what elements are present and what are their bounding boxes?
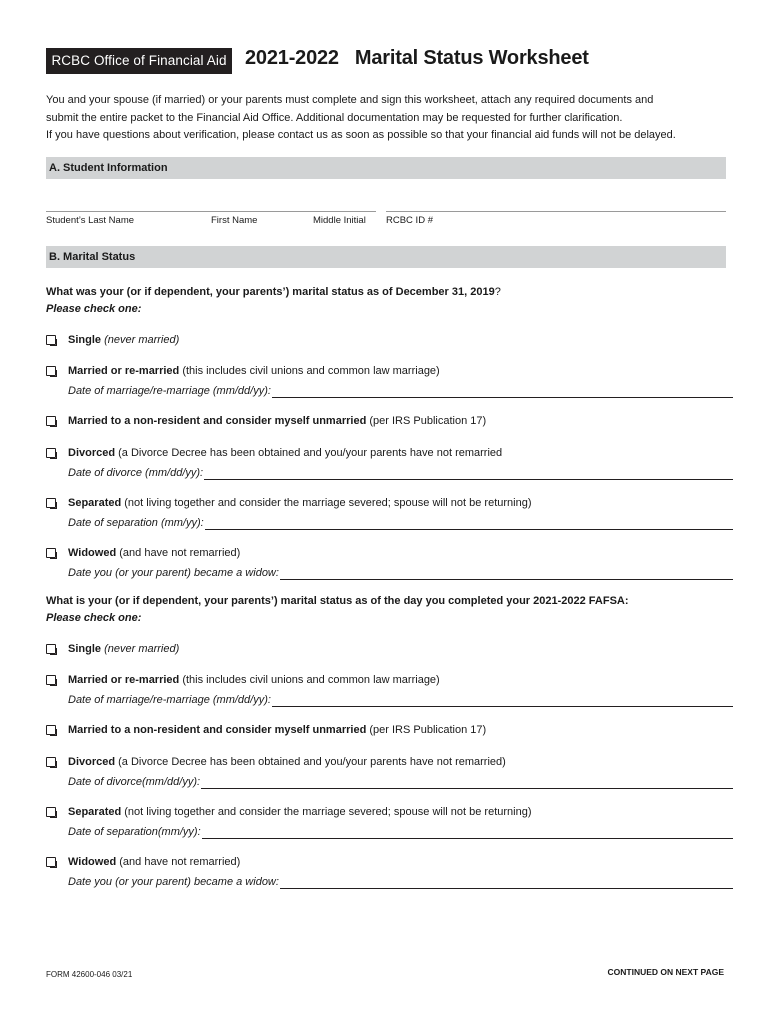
checkbox[interactable] <box>46 644 56 654</box>
checkbox[interactable] <box>46 725 56 735</box>
date-input-line[interactable] <box>205 518 733 530</box>
student-name-field[interactable] <box>46 211 376 212</box>
option-label: Married or re-married <box>68 365 180 377</box>
date-field-row <box>68 384 733 398</box>
option-text <box>68 805 532 819</box>
checkbox[interactable] <box>46 548 56 558</box>
option-detail: (and have not remarried) <box>119 856 241 868</box>
option-detail: (per IRS Publication 17) <box>369 415 487 427</box>
option-text <box>68 546 240 560</box>
date-field-row <box>68 875 733 889</box>
option-text <box>68 414 486 428</box>
checkbox[interactable] <box>46 757 56 767</box>
option-detail: (a Divorce Decree has been obtained and you/your parents have not remarried <box>118 447 503 459</box>
option-detail: (a Divorce Decree has been obtained and you/your parents have not remarried) <box>118 756 506 768</box>
option-detail: (never married) <box>104 334 180 346</box>
option-label: Separated <box>68 497 122 509</box>
question-end: ? <box>494 286 501 298</box>
option-text <box>68 364 440 378</box>
option-detail: (never married) <box>104 643 180 655</box>
date-field-row <box>68 775 733 789</box>
option-label: Widowed <box>68 547 117 559</box>
option-text <box>68 333 179 347</box>
option-detail: (this includes civil unions and common law marriage) <box>182 365 440 377</box>
question-text: What is your (or if dependent, your parents’) marital status as of the <box>46 595 404 607</box>
date-field-label: Date of divorce(mm/dd/yy): <box>68 776 201 788</box>
option-label: Single <box>68 334 102 346</box>
question-date: day you completed your 2021-2022 FAFSA <box>403 595 625 607</box>
option-detail: (per IRS Publication 17) <box>369 724 487 736</box>
intro-text <box>46 92 736 145</box>
option-label: Separated <box>68 806 122 818</box>
checkbox[interactable] <box>46 366 56 376</box>
date-input-line[interactable] <box>280 568 733 580</box>
option-label: Married to a non-resident and consider myself unmarried <box>68 415 367 427</box>
checkbox[interactable] <box>46 416 56 426</box>
date-field-row <box>68 825 733 839</box>
checkbox[interactable] <box>46 448 56 458</box>
date-input-line[interactable] <box>201 777 733 789</box>
rcbc-id-field[interactable] <box>386 211 726 212</box>
option-text <box>68 496 532 510</box>
option-text <box>68 855 240 869</box>
middle-initial-label: Middle Initial <box>313 215 366 226</box>
option-label: Divorced <box>68 756 116 768</box>
question-fafsa-day <box>46 593 629 627</box>
option-text <box>68 673 440 687</box>
option-label: Married or re-married <box>68 674 180 686</box>
option-text <box>68 755 506 769</box>
date-input-line[interactable] <box>204 468 733 480</box>
question-instruction: Please check one: <box>46 303 142 315</box>
question-dec-31 <box>46 284 501 318</box>
section-b-header: B. Marital Status <box>46 246 726 268</box>
date-field-row <box>68 466 733 480</box>
option-label: Divorced <box>68 447 116 459</box>
option-label: Married to a non-resident and consider myself unmarried <box>68 724 367 736</box>
option-detail: (this includes civil unions and common law marriage) <box>182 674 440 686</box>
section-a-header: A. Student Information <box>46 157 726 179</box>
option-label: Single <box>68 643 102 655</box>
date-field-label: Date of separation (mm/yy): <box>68 517 204 529</box>
date-field-label: Date of marriage/re-marriage (mm/dd/yy): <box>68 385 271 397</box>
option-detail: (and have not remarried) <box>119 547 241 559</box>
intro-line: submit the entire packet to the Financial Aid Office. Additional documentation may be requested for further clarification. <box>46 111 623 124</box>
option-text <box>68 642 179 656</box>
question-date: December 31, 2019 <box>395 286 495 298</box>
date-input-line[interactable] <box>280 877 733 889</box>
continued-notice: CONTINUED ON NEXT PAGE <box>607 967 724 977</box>
checkbox[interactable] <box>46 675 56 685</box>
date-field-label: Date you (or your parent) became a widow: <box>68 567 279 579</box>
date-input-line[interactable] <box>272 695 733 707</box>
question-end: : <box>624 595 629 607</box>
option-label: Widowed <box>68 856 117 868</box>
option-detail: (not living together and consider the marriage severed; spouse will not be returning) <box>124 806 532 818</box>
date-field-label: Date of divorce (mm/dd/yy): <box>68 467 204 479</box>
first-name-label: First Name <box>211 215 258 226</box>
date-field-row <box>68 516 733 530</box>
checkbox[interactable] <box>46 807 56 817</box>
date-input-line[interactable] <box>272 386 733 398</box>
question-instruction: Please check one: <box>46 612 142 624</box>
date-input-line[interactable] <box>202 827 733 839</box>
intro-line: You and your spouse (if married) or your parents must complete and sign this worksheet, attach any required documents and <box>46 94 654 106</box>
rcbc-id-label: RCBC ID # <box>386 215 433 226</box>
checkbox[interactable] <box>46 857 56 867</box>
date-field-row <box>68 693 733 707</box>
last-name-label: Student’s Last Name <box>46 215 135 226</box>
date-field-row <box>68 566 733 580</box>
office-badge: RCBC Office of Financial Aid <box>46 48 232 74</box>
intro-line: If you have questions about verification, please contact us as soon as possible so that your financial aid funds will not be delayed. <box>46 129 676 141</box>
checkbox[interactable] <box>46 335 56 345</box>
option-text <box>68 446 502 460</box>
option-text <box>68 723 486 737</box>
form-number: FORM 42600-046 03/21 <box>46 970 133 979</box>
date-field-label: Date you (or your parent) became a widow: <box>68 876 279 888</box>
option-detail: (not living together and consider the marriage severed; spouse will not be returning) <box>124 497 532 509</box>
date-field-label: Date of separation(mm/yy): <box>68 826 201 838</box>
checkbox[interactable] <box>46 498 56 508</box>
date-field-label: Date of marriage/re-marriage (mm/dd/yy): <box>68 694 271 706</box>
document-title: 2021-2022 Marital Status Worksheet <box>245 47 589 69</box>
question-text: What was your (or if dependent, your parents’) marital status as of <box>46 286 396 298</box>
